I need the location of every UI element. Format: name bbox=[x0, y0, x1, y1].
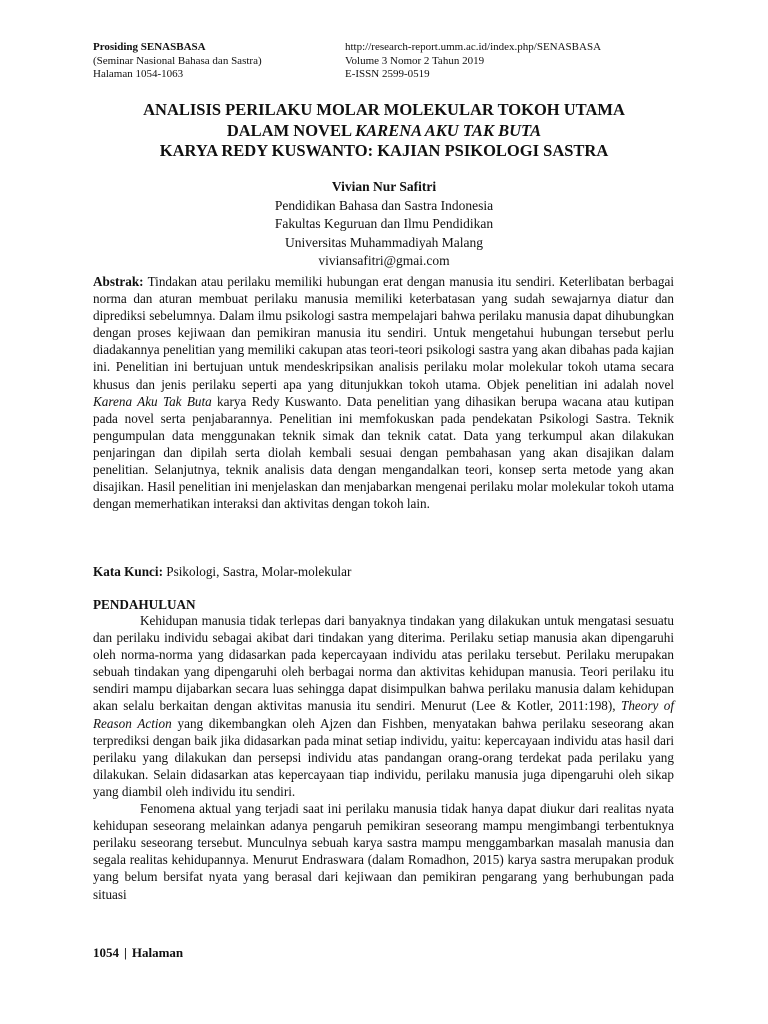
abstract bbox=[93, 273, 674, 512]
author-department: Pendidikan Bahasa dan Sastra Indonesia bbox=[274, 197, 494, 213]
title-line-2 bbox=[60, 121, 708, 142]
author-block bbox=[60, 178, 708, 271]
title-line-3: KARYA REDY KUSWANTO: KAJIAN PSIKOLOGI SASTRA bbox=[159, 141, 609, 160]
seminar-name: (Seminar Nasional Bahasa dan Sastra) bbox=[93, 54, 262, 67]
intro-p1-theory: Theory of Reason Action bbox=[93, 698, 674, 731]
intro-paragraph-2: Fenomena aktual yang terjadi saat ini perilaku manusia tidak hanya dapat diukur dari realitas nyata kehidupan seseorang melainkan adanya pengaruh pemikiran seseorang mampu mengimbangi terbentuknya perilaku seseorang tersebut. Munculnya sebuah karya sastra mampu menggambarkan masalah manusia dan segala realitas kehidupannya. Menurut Endraswara (dalam Romadhon, 2015) karya sastra merupakan produk yang belum bersifat nyata yang berasal dari kejiwaan dan pemikiran pengarang yang berhubungan pada situasi bbox=[93, 801, 674, 902]
author-email: viviansafitri@gmai.com bbox=[318, 253, 450, 268]
intro-paragraph-1 bbox=[93, 612, 674, 800]
section-title: PENDAHULUAN bbox=[93, 597, 196, 612]
keywords-label: Kata Kunci: bbox=[93, 564, 163, 579]
paper-title bbox=[60, 100, 708, 162]
intro-p1-text-a: Kehidupan manusia tidak terlepas dari banyaknya tindakan yang dilakukan untuk mengatasi sesuatu dan perilaku individu sebagai akibat dari tindakan yang diterima. Perilaku setiap manusia akan dipengaruhi oleh norma-norma yang didasarkan pada kepercayaan individu atas perilaku tersebut. Perilaku merupakan sebuah tindakan yang dipengaruhi oleh berbagai norma dan aktivitas kehidupan manusia. Teori perilaku itu sendiri mampu dijabarkan secara luas sehingga dapat disimpulkan bahwa perilaku manusia dalam kehidupan akan selalu berkaitan dengan aktivitas manusia itu sendiri. Menurut (Lee & Kotler, 2011:198), bbox=[93, 613, 674, 714]
page-number: 1054 bbox=[93, 945, 119, 960]
footer-separator: | bbox=[124, 945, 127, 960]
page-range: Halaman 1054-1063 bbox=[93, 68, 184, 80]
author-faculty: Fakultas Keguruan dan Ilmu Pendidikan bbox=[274, 216, 494, 231]
keywords-value: Psikologi, Sastra, Molar-molekular bbox=[162, 564, 352, 579]
issn: E-ISSN 2599-0519 bbox=[345, 68, 430, 80]
intro-body bbox=[93, 612, 674, 903]
abstract-text-2: karya Redy Kuswanto. Data penelitian yang dihasikan berupa wacana atau kutipan pada novel serta penjabarannya. Penelitian ini memfokuskan pada pendekatan Psikologi Sastra. Teknik pengumpulan data menggunakan teknik simak dan teknik catat. Data yang terkumpul akan dilakukan penjaringan dan dipilah serta diolah kembali sesuai dengan pembahasan yang akan disajikan dalam penelitian. Selanjutnya, teknik analisis data dengan mengandalkan teori, konsep serta metode yang akan disajikan. Hasil penelitian ini menjelaskan dan menjabarkan mengenai perilaku molar molekular tokoh utama dengan memerhatikan interaksi dan aktivitas dengan tokoh lain. bbox=[93, 393, 674, 512]
proceedings-name: Prosiding SENASBASA bbox=[93, 41, 206, 53]
abstract-label: Abstrak: bbox=[93, 274, 144, 289]
author-name: Vivian Nur Safitri bbox=[331, 179, 437, 194]
title-line-1: ANALISIS PERILAKU MOLAR MOLEKULAR TOKOH UTAMA bbox=[143, 100, 625, 119]
page-footer bbox=[93, 945, 183, 961]
keywords bbox=[93, 563, 674, 580]
intro-p1-text-b: yang dikembangkan oleh Ajzen dan Fishben, menyatakan bahwa perilaku seseorang akan terprediksi dengan baik jika didasarkan pada minat setiap individu, yaitu: kepercayaan individu atas hasil dari perilaku yang dilakukan dan persepsi individu atas pandangan orang-orang terdekat pada perilaku yang dilakukan. Selain didasarkan atas kepercayaan tiap individu, perilaku manusia juga dipengaruhi oleh sikap yang diambil oleh individu itu sendiri. bbox=[93, 715, 674, 799]
footer-label: Halaman bbox=[131, 945, 184, 960]
novel-title: KARENA AKU TAK BUTA bbox=[355, 120, 542, 140]
journal-url: http://research-report.umm.ac.id/index.php/SENASBASA bbox=[345, 41, 602, 53]
abstract-novel-title: Karena Aku Tak Buta bbox=[93, 393, 212, 409]
abstract-text-1: Tindakan atau perilaku memiliki hubungan erat dengan manusia itu sendiri. Keterlibatan berbagai norma dan aturan membuat perilaku manusia memiliki keterbatasan yang sudah sewajarnya diatur dan diprediksi sebelumnya. Dalam ilmu psikologi sastra mempelajari bahwa perilaku manusia dapat dihubungkan dengan proses kejiwaan dan pemikiran manusia itu sendiri. Untuk mengetahui hubungan tersebut perlu diadakannya penelitian yang memiliki cakupan atas teori-teori psikologi sastra yang akan dibahas pada kajian ini. Penelitian ini bertujuan untuk mendeskripsikan analisis perilaku molar molekular tokoh utama secara khusus dan jenis perilaku seperti apa yang ditunjukkan tokoh utama. Objek penelitian ini adalah novel bbox=[93, 274, 674, 392]
volume-info: Volume 3 Nomor 2 Tahun 2019 bbox=[345, 54, 485, 67]
author-university: Universitas Muhammadiyah Malang bbox=[285, 234, 483, 250]
header-left bbox=[93, 41, 353, 82]
title-line-2-prefix: DALAM NOVEL bbox=[226, 120, 356, 140]
header-right bbox=[345, 41, 675, 82]
